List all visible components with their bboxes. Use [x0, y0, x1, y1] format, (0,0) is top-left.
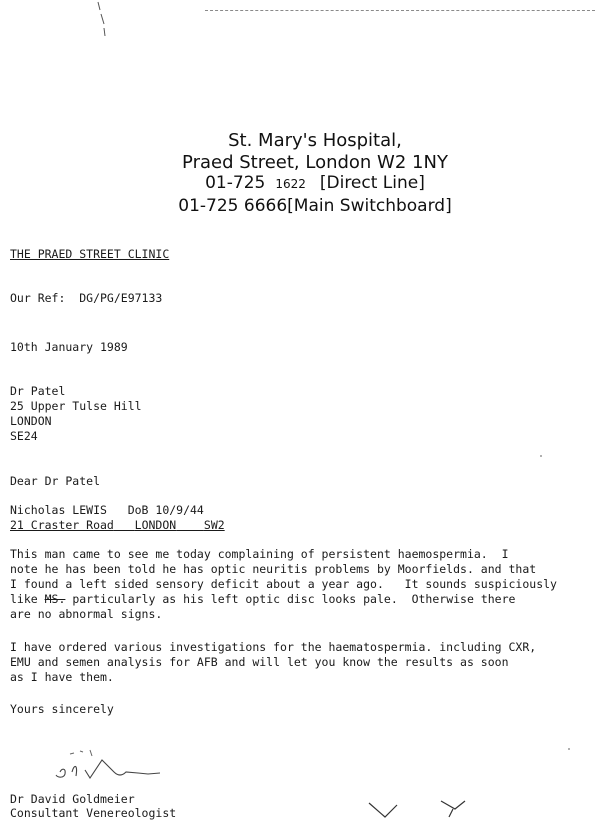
- body-paragraph-2: [10, 640, 536, 685]
- salutation: Dear Dr Patel: [10, 474, 101, 488]
- scan-speck: [568, 748, 570, 750]
- letterhead: [150, 130, 480, 217]
- patient-postcode: SW2: [203, 518, 225, 532]
- body-line: as I have them.: [10, 670, 114, 684]
- main-switchboard-number: 01-725 6666: [178, 195, 288, 216]
- body-line: I have ordered various investigations for the haematospermia. including CXR,: [10, 640, 537, 654]
- handwritten-mark-icon: [365, 795, 475, 820]
- closing: Yours sincerely: [10, 702, 114, 716]
- recipient-city: LONDON: [10, 414, 52, 428]
- punch-mark-icon: [96, 0, 108, 40]
- patient-address: [10, 518, 225, 532]
- body-text: like: [10, 592, 45, 606]
- patient-name-dob: Nicholas LEWIS DoB 10/9/44: [10, 503, 204, 517]
- patient-city: LONDON: [134, 518, 177, 532]
- body-line: are no abnormal signs.: [10, 607, 163, 621]
- clinic-name: THE PRAED STREET CLINIC: [10, 247, 170, 261]
- reference-line: Our Ref: DG/PG/E97133: [10, 291, 163, 305]
- recipient-street: 25 Upper Tulse Hill: [10, 399, 142, 413]
- body-paragraph-1: [10, 547, 557, 622]
- hospital-address: Praed Street, London W2 1NY: [182, 151, 448, 173]
- body-text: particularly as his left optic disc looks pale. Otherwise there: [65, 592, 516, 606]
- main-switchboard-label: [Main Switchboard]: [287, 195, 452, 216]
- body-line: note he has been told he has optic neuritis problems by Moorfields. and that: [10, 562, 537, 576]
- top-dashed-rule: [205, 10, 595, 11]
- direct-line-label: [Direct Line]: [319, 173, 425, 193]
- recipient-postcode: SE24: [10, 429, 38, 443]
- hospital-name: St. Mary's Hospital,: [228, 130, 402, 151]
- signatory-name: Dr David Goldmeier: [10, 792, 135, 806]
- letter-date: 10th January 1989: [10, 340, 128, 354]
- direct-line-extension: 1622: [275, 177, 306, 191]
- patient-street: 21 Craster Road: [10, 518, 114, 532]
- body-line: EMU and semen analysis for AFB and will let you know the results as soon: [10, 655, 509, 669]
- signatory-title: Consultant Venereologist: [10, 806, 177, 820]
- scan-speck: [540, 455, 542, 457]
- body-line: [10, 592, 557, 607]
- body-line: This man came to see me today complaining of persistent haemospermia. I: [10, 547, 509, 561]
- direct-line: [150, 173, 480, 196]
- body-line: I found a left sided sensory deficit about a year ago. It sounds suspiciously: [10, 577, 557, 591]
- main-switchboard: [150, 196, 480, 218]
- struck-ms-text: MS.: [44, 592, 66, 606]
- direct-line-prefix: 01-725: [205, 173, 266, 193]
- recipient-name: Dr Patel: [10, 384, 66, 398]
- signature-icon: [30, 742, 190, 787]
